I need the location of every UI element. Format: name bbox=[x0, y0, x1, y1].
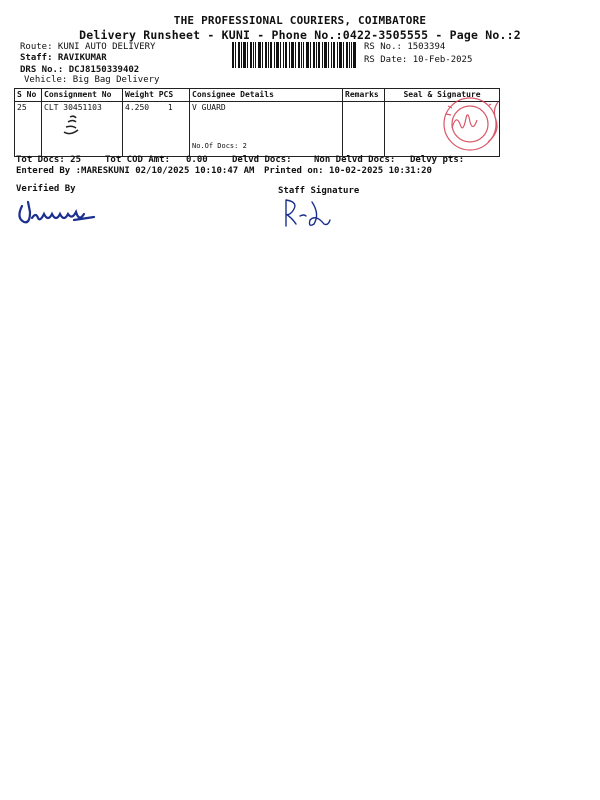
verified-by-label: Verified By bbox=[16, 184, 76, 194]
delivered-docs-label: Delvd Docs: bbox=[232, 155, 292, 165]
rs-number: RS No.: 1503394 bbox=[364, 42, 446, 52]
total-cod-value: 0.00 bbox=[186, 155, 208, 165]
pcs-value: 1 bbox=[167, 103, 173, 112]
col-weight-pcs: Weight PCS bbox=[123, 89, 190, 102]
company-seal-stamp-icon bbox=[428, 92, 510, 154]
staff-signature-icon bbox=[278, 196, 348, 230]
total-docs: Tot Docs: 25 bbox=[16, 155, 82, 165]
drs-number: DRS No.: DCJ8150339402 bbox=[20, 65, 140, 75]
table-header-row bbox=[15, 89, 500, 102]
cell-weight-pcs bbox=[123, 102, 190, 157]
table-row bbox=[15, 102, 500, 157]
route-label: Route: KUNI AUTO DELIVERY bbox=[20, 42, 156, 52]
col-remarks: Remarks bbox=[343, 89, 385, 102]
cell-consignment bbox=[42, 102, 123, 157]
docs-count: No.Of Docs: 2 bbox=[192, 142, 247, 150]
entered-by: Entered By :MARESKUNI 02/10/2025 10:10:47 AM bbox=[16, 166, 255, 176]
verifier-signature-icon bbox=[14, 196, 110, 230]
col-consignment: Consignment No bbox=[42, 89, 123, 102]
cell-remarks bbox=[343, 102, 385, 157]
scribble-mark-icon bbox=[58, 114, 88, 138]
col-consignee: Consignee Details bbox=[190, 89, 343, 102]
total-cod-label: Tot COD Amt: bbox=[105, 155, 171, 165]
weight-value: 4.250 bbox=[125, 103, 150, 112]
col-seal-signature: Seal & Signature bbox=[385, 89, 500, 102]
rs-date: RS Date: 10-Feb-2025 bbox=[364, 55, 473, 65]
col-sno: S No bbox=[15, 89, 42, 102]
company-title: THE PROFESSIONAL COURIERS, COIMBATORE bbox=[173, 14, 427, 27]
printed-on: Printed on: 10-02-2025 10:31:20 bbox=[264, 166, 432, 176]
consignment-number: CLT 30451103 bbox=[44, 103, 102, 112]
vehicle-label: Vehicle: Big Bag Delivery bbox=[24, 75, 160, 85]
staff-signature-label: Staff Signature bbox=[278, 186, 360, 196]
staff-label: Staff: RAVIKUMAR bbox=[20, 53, 107, 63]
delivery-points-label: Delvy pts: bbox=[410, 155, 465, 165]
runsheet-subtitle: Delivery Runsheet - KUNI - Phone No.:0422-3505555 - Page No.:2 bbox=[79, 28, 521, 42]
non-delivered-docs-label: Non Delvd Docs: bbox=[314, 155, 396, 165]
cell-sno: 25 bbox=[15, 102, 42, 157]
barcode bbox=[232, 42, 356, 68]
cell-consignee bbox=[190, 102, 343, 157]
consignee-name: V GUARD bbox=[192, 103, 226, 112]
